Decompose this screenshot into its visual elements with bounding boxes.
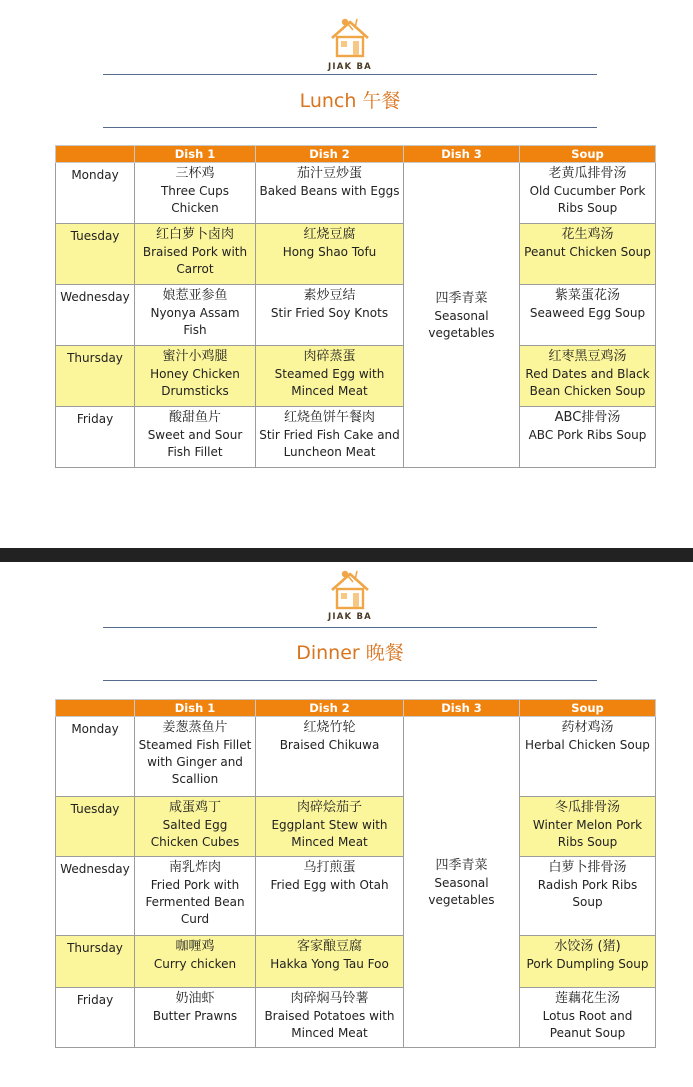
table-row [56,346,656,407]
table-row [56,407,656,468]
table-row [56,285,656,346]
dish-zh: 红烧豆腐 [303,227,356,242]
day-cell: Thursday [56,346,135,407]
table-row [56,936,656,988]
dish-zh: 咖喱鸡 [175,939,215,954]
dish-zh: 四季青菜 [435,858,488,873]
dish-zh: 药材鸡汤 [561,720,614,735]
dish-en: Red Dates and Black Bean Chicken Soup [525,367,650,398]
dish1-cell [135,163,256,224]
dish-zh: 茄汁豆炒蛋 [296,166,362,181]
brand-name: JIAK BA [328,612,372,622]
dish1-cell [135,717,256,797]
dish3-cell [404,163,520,468]
dish2-cell [256,717,404,797]
day-cell: Monday [56,163,135,224]
header-day [56,700,135,717]
dish-en: Salted Egg Chicken Cubes [150,818,240,849]
dish-zh: 三杯鸡 [175,166,215,181]
dish-en: Hong Shao Tofu [282,245,377,259]
soup-cell [520,407,656,468]
dish2-cell [256,407,404,468]
dish-en: Sweet and Sour Fish Fillet [147,428,243,459]
header-soup: Soup [520,146,656,163]
dish2-cell [256,346,404,407]
table-row [56,797,656,857]
dish2-cell [256,163,404,224]
dish-en: Braised Potatoes with Minced Meat [264,1009,395,1040]
dish-en: Braised Chikuwa [279,738,380,752]
dish-zh: 红枣黑豆鸡汤 [548,349,627,364]
day-cell: Tuesday [56,797,135,857]
dish-en: Lotus Root and Peanut Soup [542,1009,633,1040]
dish1-cell [135,797,256,857]
dish-zh: 红白萝卜卤肉 [155,227,234,242]
dish1-cell [135,857,256,936]
dish2-cell [256,857,404,936]
title-rule-top [103,627,597,628]
dish2-cell [256,224,404,285]
dish-zh: 素炒豆结 [303,288,356,303]
soup-cell [520,936,656,988]
dish-zh: 花生鸡汤 [561,227,614,242]
dish-zh: 奶油虾 [175,991,215,1006]
dish-en: Herbal Chicken Soup [525,738,650,752]
dish-zh: 老黄瓜排骨汤 [548,166,627,181]
dish-zh: 酸甜鱼片 [168,410,221,425]
dish-en: Steamed Fish Fillet with Ginger and Scallion [138,738,252,786]
header-dish3: Dish 3 [404,700,520,717]
table-header-row [56,146,656,163]
dish-en: Stir Fried Soy Knots [270,306,389,320]
dish-en: Steamed Egg with Minced Meat [274,367,385,398]
dish-en: Braised Pork with Carrot [142,245,248,276]
table-row [56,857,656,936]
dish-en: Seasonal vegetables [428,309,495,340]
day-cell: Friday [56,988,135,1048]
day-cell: Wednesday [56,857,135,936]
table-row [56,717,656,797]
dish-zh: 四季青菜 [435,291,488,306]
dish1-cell [135,285,256,346]
dish-en: Butter Prawns [152,1009,238,1023]
header-soup: Soup [520,700,656,717]
dish-zh: 冬瓜排骨汤 [554,800,620,815]
dish-zh: 红烧竹轮 [303,720,356,735]
dish-en: Radish Pork Ribs Soup [537,878,638,909]
day-cell: Monday [56,717,135,797]
dish-zh: 娘惹亚参鱼 [162,288,228,303]
dish1-cell [135,346,256,407]
day-cell: Tuesday [56,224,135,285]
dish-en: Seaweed Egg Soup [529,306,646,320]
dish-zh: 红烧鱼饼午餐肉 [283,410,375,425]
dinner-menu-table [55,699,656,1048]
header-dish1: Dish 1 [135,700,256,717]
dish-en: Winter Melon Pork Ribs Soup [532,818,643,849]
dish-en: Fried Pork with Fermented Bean Curd [145,878,245,926]
day-cell: Wednesday [56,285,135,346]
dish-zh: ABC排骨汤 [554,410,621,425]
dish-zh: 肉碎烩茄子 [296,800,362,815]
header-dish1: Dish 1 [135,146,256,163]
section-divider [0,548,693,562]
dish-en: Pork Dumpling Soup [526,957,649,971]
table-row [56,224,656,285]
dish-zh: 紫菜蛋花汤 [554,288,620,303]
dish-en: Hakka Yong Tau Foo [270,957,389,971]
dish2-cell [256,797,404,857]
dish2-cell [256,936,404,988]
dish1-cell [135,936,256,988]
dish-zh: 姜葱蒸鱼片 [162,720,228,735]
soup-cell [520,346,656,407]
soup-cell [520,988,656,1048]
dinner-title: Dinner 晚餐 [296,642,404,664]
soup-cell [520,857,656,936]
lunch-menu-table [55,145,656,468]
dish-en: Baked Beans with Eggs [259,184,400,198]
dish-en: Fried Egg with Otah [270,878,389,892]
dish2-cell [256,988,404,1048]
dish-zh: 咸蛋鸡丁 [168,800,221,815]
day-cell: Friday [56,407,135,468]
dish-zh: 肉碎焖马铃薯 [290,991,369,1006]
house-logo-icon [326,568,374,616]
dish1-cell [135,988,256,1048]
dish-en: ABC Pork Ribs Soup [528,428,647,442]
dish1-cell [135,224,256,285]
dish-zh: 蜜汁小鸡腿 [162,349,228,364]
dish-zh: 水饺汤 (猪) [554,939,621,954]
table-row [56,163,656,224]
header-dish2: Dish 2 [256,700,404,717]
dish3-cell [404,717,520,1048]
soup-cell [520,224,656,285]
dish-zh: 南乳炸肉 [168,860,221,875]
dish-en: Stir Fried Fish Cake and Luncheon Meat [259,428,400,459]
soup-cell [520,717,656,797]
dish-en: Three Cups Chicken [160,184,230,215]
dish-zh: 乌打煎蛋 [303,860,356,875]
dish-en: Peanut Chicken Soup [524,245,651,259]
dish-en: Eggplant Stew with Minced Meat [271,818,388,849]
lunch-title: Lunch 午餐 [299,90,401,112]
soup-cell [520,163,656,224]
soup-cell [520,285,656,346]
dish1-cell [135,407,256,468]
table-row [56,988,656,1048]
soup-cell [520,797,656,857]
dish-zh: 莲藕花生汤 [554,991,620,1006]
header-dish3: Dish 3 [404,146,520,163]
title-rule-top [103,74,597,75]
dish2-cell [256,285,404,346]
dish-zh: 白萝卜排骨汤 [548,860,627,875]
day-cell: Thursday [56,936,135,988]
dish-en: Old Cucumber Pork Ribs Soup [529,184,646,215]
dish-en: Seasonal vegetables [428,876,495,907]
dish-en: Honey Chicken Drumsticks [150,367,240,398]
dish-en: Nyonya Assam Fish [150,306,240,337]
brand-name: JIAK BA [328,62,372,72]
house-logo-icon [326,16,374,64]
title-rule-bottom [103,127,597,128]
title-rule-bottom [103,680,597,681]
dish-en: Curry chicken [153,957,237,971]
table-header-row [56,700,656,717]
dish-zh: 肉碎蒸蛋 [303,349,356,364]
header-day [56,146,135,163]
header-dish2: Dish 2 [256,146,404,163]
dish-zh: 客家酿豆腐 [296,939,362,954]
